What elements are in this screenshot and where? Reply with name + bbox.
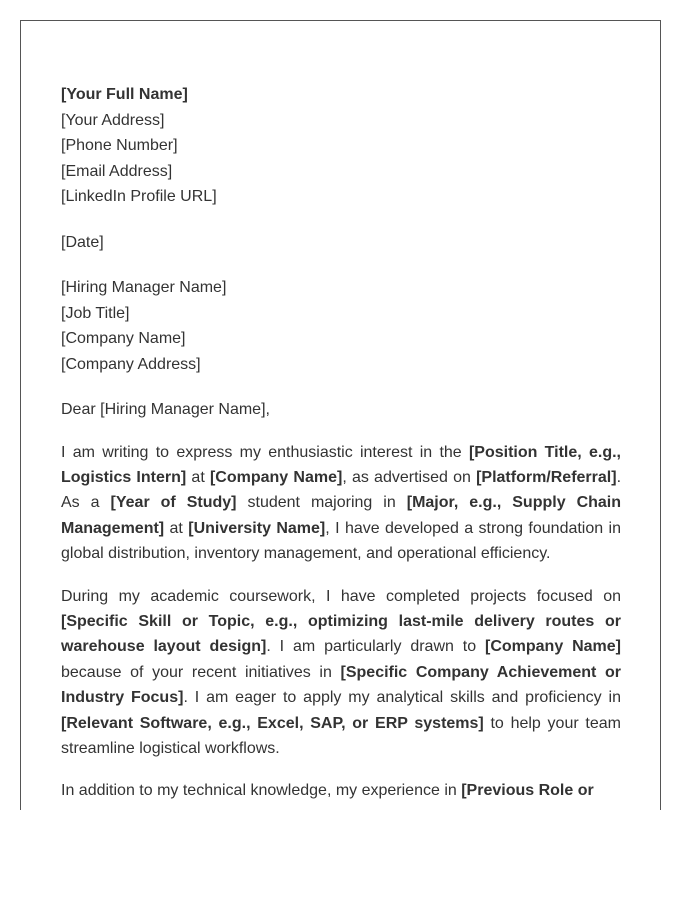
sender-email: [Email Address] bbox=[61, 162, 173, 180]
text-run: , as advertised on bbox=[342, 468, 477, 486]
paragraph-intro bbox=[61, 440, 621, 567]
text-run: because of your recent initiatives in bbox=[61, 663, 341, 681]
text-run: to help your team streamline logistical workflows. bbox=[61, 714, 621, 757]
text-run: In addition to my technical knowledge, my experience in bbox=[61, 782, 462, 800]
recipient-title: [Job Title] bbox=[61, 304, 130, 322]
date-block bbox=[61, 230, 621, 256]
placeholder-university-name: [University Name] bbox=[188, 519, 326, 537]
paragraph-coursework bbox=[61, 584, 621, 762]
recipient-address: [Company Address] bbox=[61, 355, 201, 373]
recipient-block bbox=[61, 275, 621, 377]
paragraph-experience bbox=[61, 778, 621, 803]
sender-phone: [Phone Number] bbox=[61, 137, 178, 154]
text-run: student majoring in bbox=[236, 494, 407, 512]
placeholder-specific-skill: [Specific Skill or Topic, e.g., optimizing last-mile delivery routes or warehouse layout design] bbox=[61, 612, 621, 656]
sender-block bbox=[61, 82, 621, 210]
placeholder-major: [Major, e.g., Supply Chain Management] bbox=[61, 494, 622, 537]
salutation: Dear [Hiring Manager Name], bbox=[61, 401, 270, 418]
placeholder-relevant-software: [Relevant Software, e.g., Excel, SAP, or ERP systems] bbox=[61, 714, 484, 732]
text-run: at bbox=[164, 519, 189, 537]
sender-linkedin: [LinkedIn Profile URL] bbox=[61, 188, 217, 205]
text-run: at bbox=[186, 468, 210, 486]
sender-name: [Your Full Name] bbox=[61, 86, 188, 103]
recipient-name: [Hiring Manager Name] bbox=[61, 279, 227, 296]
placeholder-year-of-study: [Year of Study] bbox=[110, 494, 237, 512]
placeholder-company-name: [Company Name] bbox=[209, 468, 343, 486]
document-page bbox=[20, 20, 661, 810]
recipient-company: [Company Name] bbox=[61, 330, 186, 347]
sender-address: [Your Address] bbox=[61, 111, 165, 129]
placeholder-platform: [Platform/Referral] bbox=[476, 468, 617, 486]
letter-date: [Date] bbox=[61, 233, 104, 251]
text-run: During my academic coursework, I have completed projects focused on bbox=[61, 587, 621, 605]
text-run: I am writing to express my enthusiastic interest in the bbox=[61, 443, 469, 461]
placeholder-company-name: [Company Name] bbox=[485, 638, 622, 656]
placeholder-company-achievement: [Specific Company Achievement or Industry Focus] bbox=[61, 663, 622, 707]
cover-letter-body bbox=[61, 82, 621, 810]
text-run: . As a bbox=[61, 468, 622, 512]
text-run: . I am particularly drawn to bbox=[266, 638, 485, 656]
text-run: . I am eager to apply my analytical skills and proficiency in bbox=[183, 689, 621, 707]
text-run: , I have developed a strong foundation in global distribution, inventory management, and operational efficiency. bbox=[61, 519, 622, 563]
placeholder-position-title: [Position Title, e.g., Logistics Intern] bbox=[61, 443, 621, 486]
placeholder-previous-role: [Previous Role or bbox=[461, 782, 594, 800]
